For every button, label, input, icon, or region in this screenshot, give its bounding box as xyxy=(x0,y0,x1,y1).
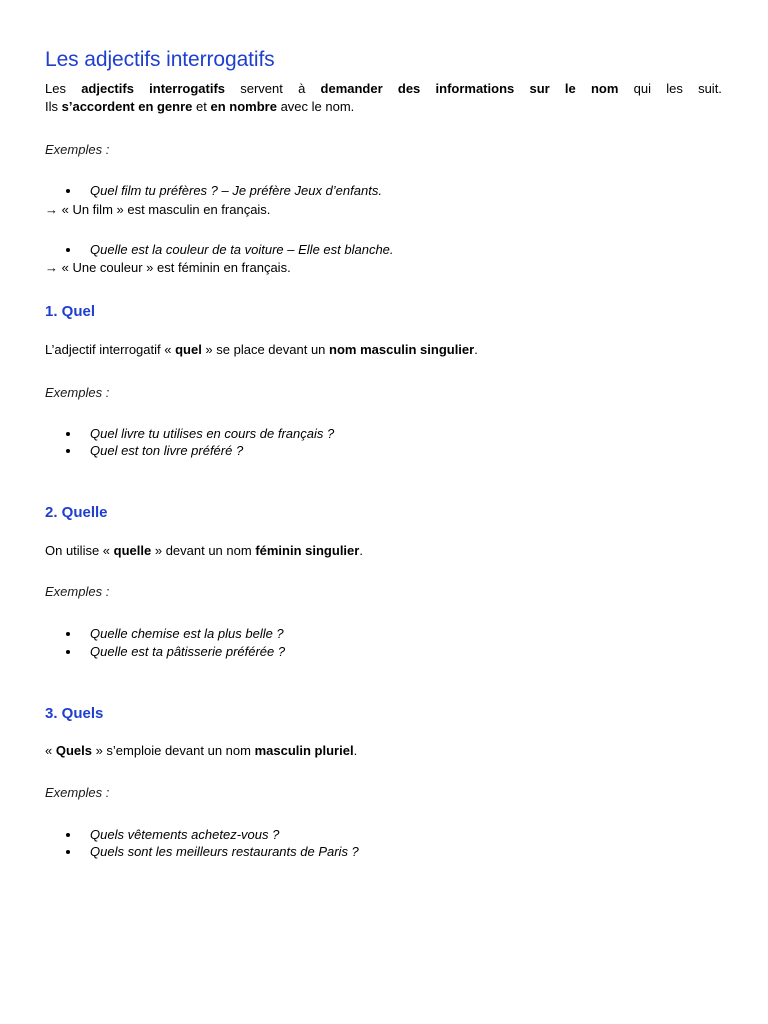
intro-text: avec le nom. xyxy=(276,99,355,114)
desc-text: « xyxy=(45,743,56,758)
intro-word: informations xyxy=(435,81,515,96)
bullet-icon xyxy=(66,850,70,854)
example-note: → « Un film » est masculin en français. xyxy=(45,202,271,217)
bullet-icon xyxy=(66,189,70,193)
section-description xyxy=(45,341,723,358)
intro-word: le xyxy=(564,81,576,96)
example-text: Quel est ton livre préféré ? xyxy=(90,443,244,458)
desc-text: L’adjectif interrogatif « xyxy=(45,342,176,357)
intro-word: servent xyxy=(240,81,283,96)
desc-bold: Quels xyxy=(55,743,92,758)
desc-text: . xyxy=(359,543,363,558)
bullet-icon xyxy=(66,833,70,837)
intro-word: qui xyxy=(633,81,652,96)
intro-text: Ils xyxy=(45,99,62,114)
intro-word: nom xyxy=(590,81,619,96)
intro-word: des xyxy=(397,81,421,96)
intro-word: interrogatifs xyxy=(149,81,225,96)
intro-bold: s’accordent en genre xyxy=(61,99,193,114)
example-text: Quel film tu préfères ? – Je préfère Jeux d’enfants. xyxy=(90,183,382,198)
intro-word: à xyxy=(298,81,306,96)
example-text: Quelle est ta pâtisserie préférée ? xyxy=(90,644,286,659)
example-text: Quelle est la couleur de ta voiture – Elle est blanche. xyxy=(90,242,394,257)
intro-text: et xyxy=(192,99,211,114)
section-heading: 3. Quels xyxy=(45,705,104,722)
bullet-icon xyxy=(66,449,70,453)
intro-word: les xyxy=(666,81,683,96)
examples-label: Exemples : xyxy=(45,142,110,157)
desc-bold: quel xyxy=(175,342,202,357)
desc-bold: féminin singulier xyxy=(255,543,360,558)
desc-text: » devant un nom xyxy=(151,543,256,558)
bullet-icon xyxy=(66,650,70,654)
example-text: Quels vêtements achetez-vous ? xyxy=(90,827,280,842)
desc-text: » s’emploie devant un nom xyxy=(91,743,255,758)
example-text: Quels sont les meilleurs restaurants de Paris ? xyxy=(90,844,359,859)
example-text: Quelle chemise est la plus belle ? xyxy=(90,626,284,641)
section-heading: 2. Quelle xyxy=(45,504,108,521)
section-heading: 1. Quel xyxy=(45,303,96,320)
example-text: Quel livre tu utilises en cours de français ? xyxy=(90,426,335,441)
intro-line-2 xyxy=(45,98,723,115)
intro-word: adjectifs xyxy=(81,81,134,96)
desc-bold: quelle xyxy=(113,543,152,558)
desc-bold: masculin pluriel xyxy=(254,743,354,758)
intro-line-1 xyxy=(45,80,722,97)
intro-word: demander xyxy=(320,81,383,96)
example-note: → « Une couleur » est féminin en français. xyxy=(45,260,291,275)
section-description xyxy=(45,542,723,559)
examples-label: Exemples : xyxy=(45,385,110,400)
desc-text: . xyxy=(474,342,478,357)
desc-bold: nom masculin singulier xyxy=(329,342,475,357)
desc-text: . xyxy=(353,743,358,758)
desc-text: » se place devant un xyxy=(201,342,330,357)
bullet-icon xyxy=(66,432,70,436)
intro-word: Les xyxy=(45,81,66,96)
page-title: Les adjectifs interrogatifs xyxy=(45,48,275,71)
examples-label: Exemples : xyxy=(45,785,110,800)
desc-text: On utilise « xyxy=(45,543,114,558)
bullet-icon xyxy=(66,248,70,252)
intro-word: sur xyxy=(529,81,550,96)
examples-label: Exemples : xyxy=(45,584,110,599)
intro-word: suit. xyxy=(698,81,722,96)
intro-bold: en nombre xyxy=(210,99,277,114)
bullet-icon xyxy=(66,632,70,636)
section-description xyxy=(45,742,723,759)
